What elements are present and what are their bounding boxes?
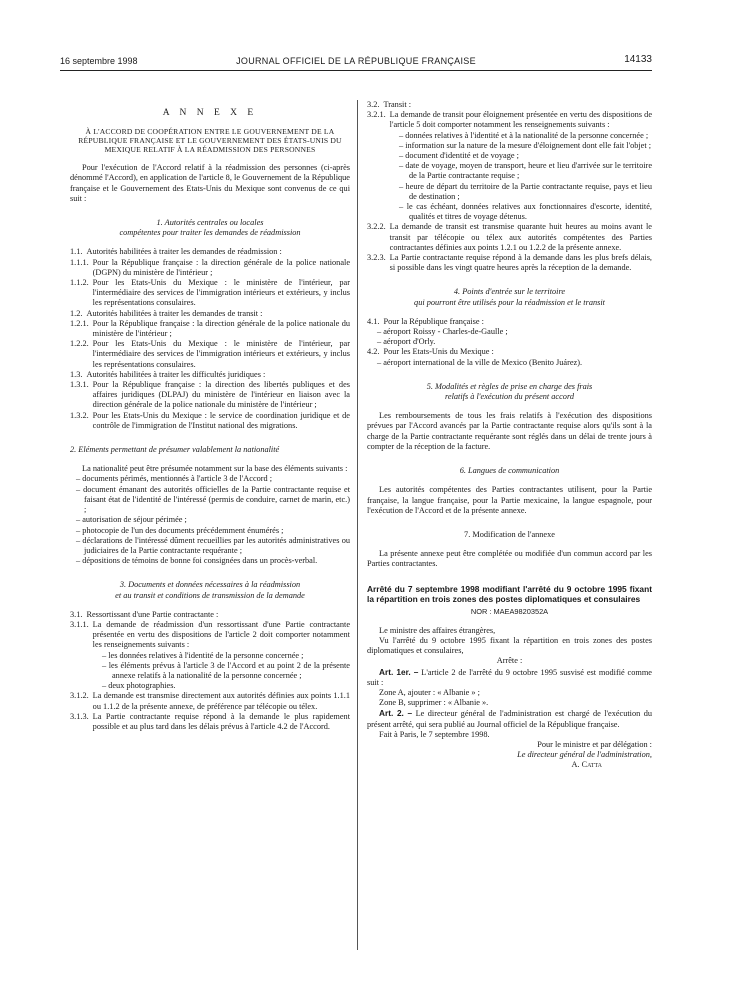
director-title: Le directeur général de l'administration, (517, 750, 652, 760)
header-date: 16 septembre 1998 (60, 56, 138, 66)
page-number: 14133 (624, 54, 652, 65)
bullet-item: – données relatives à l'identité et à la nationalité de la personne concernée ; (399, 130, 649, 140)
arrete-vu: Vu l'arrêté du 9 octobre 1995 fixant la répartition en trois zones des postes diplomatiques et consulaires, (367, 635, 652, 656)
bullet-item: – le cas échéant, données relatives aux fonctionnaires d'escorte, identité, qualités et titres de voyage détenus. (399, 202, 652, 222)
page-header (60, 56, 652, 70)
section-4-title-line2: qui pourront être utilisés pour la réadmission et le transit (414, 297, 605, 307)
bullet-item: – les éléments prévus à l'article 3 de l'Accord et au point 2 de la présente annexe relatifs à la nationalité de la personne concernée ; (102, 660, 350, 680)
signature: A. Catta (571, 760, 602, 770)
header-rule (60, 70, 652, 71)
section-7-title: 7. Modification de l'annexe (464, 529, 555, 539)
right-column (367, 100, 652, 771)
section-2-intro: La nationalité peut être présumée notamment sur la base des éléments suivants : (82, 464, 348, 474)
bullet-item: – aéroport Roissy - Charles-de-Gaulle ; (377, 327, 508, 337)
arrete-arrete: Arrête : (496, 656, 523, 666)
section-1-items (70, 247, 350, 431)
section-5-text: Les remboursements de tous les frais relatifs à l'exécution des dispositions prévues par l'Accord avancés par la Partie contractante requise alors qu'ils sont à la charge de la Partie contractante requérante sont réglés dans un délai de trente jours à compter de la réception de la facture. (367, 411, 652, 451)
article-1-text: L'article 2 de l'arrêté du 9 octobre 1995 susvisé est modifié comme suit : (367, 667, 652, 687)
section-3-title-line2: et au transit et conditions de transmission de la demande (115, 590, 305, 600)
arrete-title: Arrêté du 7 septembre 1998 modifiant l'arrêté du 9 octobre 1995 fixant la répartition en trois zones des postes diplomatiques et consulaires (367, 583, 652, 604)
bullet-item: – aéroport international de la ville de Mexico (Benito Juárez). (377, 357, 583, 367)
list-item: 4.1. Pour la République française : (367, 316, 484, 326)
list-item: 4.2. Pour les Etats-Unis du Mexique : (367, 347, 494, 357)
bullet-item: – information sur la nature de la mesure d'éloignement dont elle fait l'objet ; (399, 140, 652, 150)
nor-reference: NOR : MAEA9820352A (470, 606, 549, 616)
list-item: 3.2.2. La demande de transit est transmise quarante huit heures au moins avant le transit par télécopie ou télex aux autorités compétentes des Parties contractantes définies aux points 1.2.1 ou 1.2.2 de la présente annexe. (367, 222, 652, 252)
left-column (70, 100, 350, 732)
column-divider (357, 100, 358, 950)
list-item: 3.1.3. La Partie contractante requise répond à la demande le plus rapidement possible et au plus tard dans les délais prévus à l'article 4.2 de l'Accord. (70, 711, 350, 731)
list-item: 3.1.2. La demande est transmise directement aux autorités définies aux points 1.1.1 ou 1.1.2 de la présente annexe, de préférence par télécopie ou télex. (70, 691, 350, 711)
bullet-item: – les données relatives à l'identité de la personne concernée ; (102, 650, 304, 660)
annexe-intro: Pour l'exécution de l'Accord relatif à la réadmission des personnes (ci-après dénommé l'Accord), en application de l'article 8, le Gouvernement de la République française et le Gouvernement des Etats-Unis du Mexique sont convenus de ce qui suit : (70, 163, 350, 203)
list-item: 1.3.2. Pour les Etats-Unis du Mexique : le service de coordination juridique et de contrôle de l'immigration de l'Institut national des migrations. (70, 410, 350, 430)
bullet-item: – deux photographies. (102, 681, 176, 691)
list-item: 3.2.3. La Partie contractante requise répond à la demande dans les plus brefs délais, si possible dans les vingt quatre heures après la réception de la demande. (367, 253, 652, 273)
list-item: 1.2.2. Pour les Etats-Unis du Mexique : le ministère de l'intérieur, par l'intermédiaire des services de l'immigration intérieurs et extérieurs, y inclus les représentations consulaires. (70, 339, 350, 369)
bullet-item: – photocopie de l'un des documents précédemment énumérés ; (76, 525, 284, 535)
bullet-item: – document émanant des autorités officielles de la Partie contractante requise et faisant état de l'identité de l'intéressé (permis de conduire, carnet de marin, etc.) ; (76, 484, 350, 515)
list-item: 3.2. Transit : (367, 100, 412, 109)
zone-a: Zone A, ajouter : « Albanie » ; (379, 687, 480, 697)
journal-title: JOURNAL OFFICIEL DE LA RÉPUBLIQUE FRANÇAISE (236, 56, 476, 66)
list-item: 1.1.2. Pour les Etats-Unis du Mexique : le ministère de l'intérieur, par l'intermédiaire des services de l'immigration intérieurs et extérieurs, y inclus les représentations consulaires. (70, 278, 350, 308)
list-item: 1.1. Autorités habilitées à traiter les demandes de réadmission : (70, 247, 282, 257)
list-item: 1.3. Autorités habilitées à traiter les difficultés juridiques : (70, 369, 266, 379)
bullet-item: – documents périmés, mentionnés à l'article 3 de l'Accord ; (76, 474, 273, 484)
section-2-title: 2. Eléments permettant de présumer valablement la nationalité (70, 445, 280, 455)
bullet-item: – autorisation de séjour périmée ; (76, 515, 187, 525)
section-6-text: Les autorités compétentes des Parties contractantes utilisent, pour la Partie française, la langue française, pour la Partie mexicaine, la langue espagnole, pour l'exécution de l'Accord et de la présente annexe. (367, 485, 652, 515)
bullet-item: – document d'identité et de voyage ; (399, 151, 519, 161)
bullet-item: – aéroport d'Orly. (377, 337, 436, 347)
article-1-label: Art. 1er. – (379, 666, 419, 677)
bullet-item: – déclarations de l'intéressé dûment recueillies par les autorités administratives ou judiciaires de la Partie contractante requérante ; (76, 535, 350, 555)
arrete-minister: Le ministre des affaires étrangères, (379, 625, 496, 635)
section-3-title-line1: 3. Documents et données nécessaires à la réadmission (119, 580, 301, 590)
article-1 (367, 667, 652, 688)
bullet-item: – dépositions de témoins de bonne foi consignées dans un procès-verbal. (76, 556, 318, 566)
list-item: 1.3.1. Pour la République française : la direction des libertés publiques et des affaires juridiques (DLPAJ) du ministère de l'intérieur en liaison avec la direction générale de la police nationale du ministère de l'intérieur ; (70, 380, 350, 410)
delegation: Pour le ministre et par délégation : (537, 739, 652, 749)
bullet-item: – date de voyage, moyen de transport, heure et lieu d'arrivée sur le territoire de la Partie contractante requise ; (399, 161, 652, 181)
section-5-title-line2: relatifs à l'exécution du présent accord (444, 392, 575, 402)
list-item: 1.2. Autorités habilitées à traiter les demandes de transit : (70, 308, 263, 318)
fait-a-paris: Fait à Paris, le 7 septembre 1998. (379, 729, 490, 739)
article-2 (367, 708, 652, 729)
annexe-subtitle: À L'ACCORD DE COOPÉRATION ENTRE LE GOUVERNEMENT DE LA RÉPUBLIQUE FRANÇAISE ET LE GOUVERNEMENT DES ÉTATS-UNIS DU MEXIQUE RELATIF À LA RÉADMISSION DES PERSONNES (78, 127, 342, 155)
article-2-text: Le directeur général de l'administration est chargé de l'exécution du présent arrêté, qui sera publié au Journal officiel de la République française. (367, 709, 653, 729)
section-6-title: 6. Langues de communication (459, 466, 560, 476)
section-4-title-line1: 4. Points d'entrée sur le territoire (453, 287, 566, 297)
zone-b: Zone B, supprimer : « Albanie ». (379, 698, 489, 708)
section-1-title-line2: compétentes pour traiter les demandes de réadmission (119, 228, 301, 238)
section-1-title-line1: 1. Autorités centrales ou locales (156, 218, 264, 228)
list-item: 1.1.1. Pour la République française : la direction générale de la police nationale (DGPN) du ministère de l'intérieur ; (70, 257, 350, 277)
annexe-title: A N N E X E (162, 108, 258, 118)
list-item: 3.2.1. La demande de transit pour éloignement présentée en vertu des dispositions de l'article 5 doit comporter notamment les renseignements suivants : (367, 110, 652, 130)
list-item: 3.1.1. La demande de réadmission d'un ressortissant d'une Partie contractante présentée en vertu des dispositions de l'article 2 doit comporter notamment les renseignements suivants : (70, 619, 350, 650)
list-item: 3.1. Ressortissant d'une Partie contractante : (70, 609, 219, 619)
section-7-text: La présente annexe peut être complétée ou modifiée d'un commun accord par les Parties contractantes. (367, 549, 652, 569)
section-5-title-line1: 5. Modalités et règles de prise en charge des frais (426, 381, 593, 391)
article-2-label: Art. 2. – (379, 708, 413, 719)
list-item: 1.2.1. Pour la République française : la direction générale de la police nationale du ministère de l'intérieur ; (70, 318, 350, 339)
bullet-item: – heure de départ du territoire de la Partie contractante requise, pays et lieu de destination ; (399, 181, 652, 201)
